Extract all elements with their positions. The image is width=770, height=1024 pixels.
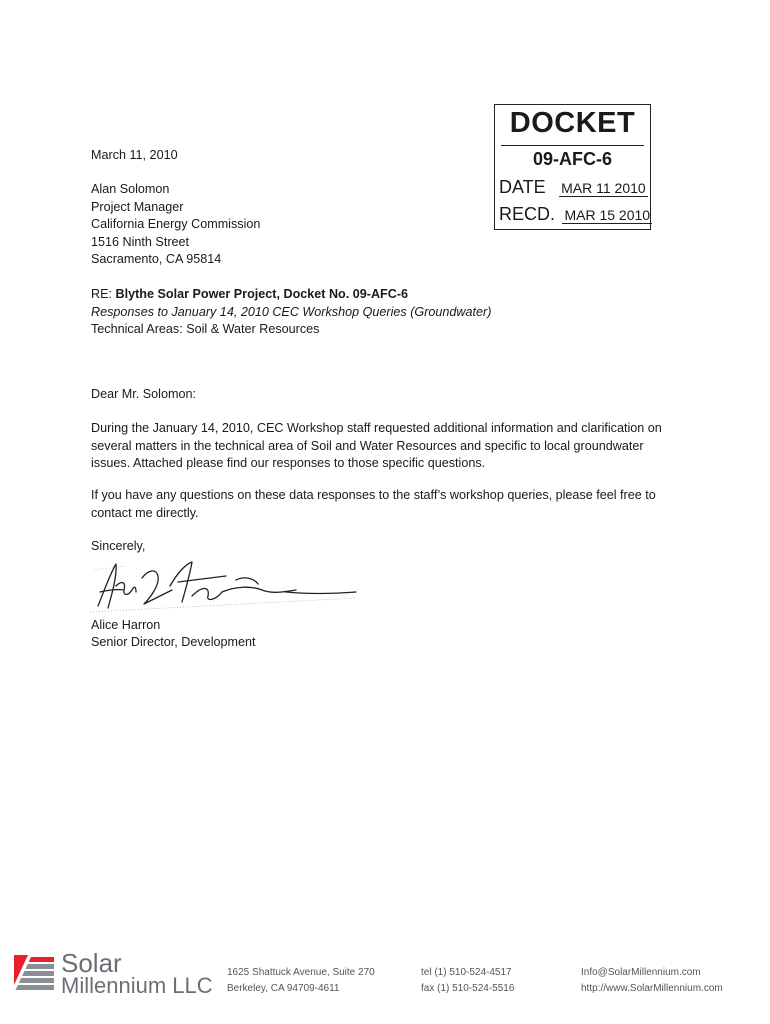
recipient-block — [91, 181, 260, 269]
stamp-recd-row — [499, 204, 651, 225]
stamp-date-row — [499, 177, 648, 198]
re-line-responses: Responses to January 14, 2010 CEC Workshop Queries (Groundwater) — [91, 304, 492, 319]
recipient-line: 1516 Ninth Street — [91, 234, 190, 249]
footer-address — [227, 965, 375, 997]
signer-name: Alice Harron — [91, 618, 161, 632]
stamp-date-label: DATE — [499, 177, 546, 197]
re-line — [91, 286, 491, 304]
tel-number: tel (1) 510-524-4517 — [421, 967, 512, 978]
letter-date: March 11, 2010 — [91, 148, 178, 162]
footer-contact — [581, 965, 723, 997]
stamp-divider — [501, 145, 644, 146]
stamp-recd-label: RECD. — [499, 204, 556, 224]
logo-text-millennium: Millennium LLC — [61, 973, 213, 998]
recipient-line: Sacramento, CA 95814 — [91, 252, 222, 266]
footer-phone — [421, 965, 514, 997]
email-link[interactable]: Info@SolarMillennium.com — [581, 967, 701, 978]
stamp-date-value: MAR 11 2010 — [561, 180, 646, 196]
salutation: Dear Mr. Solomon: — [91, 387, 196, 401]
recipient-line: Alan Solomon — [91, 182, 170, 196]
closing: Sincerely, — [91, 539, 146, 553]
fax-number: fax (1) 510-524-5516 — [421, 983, 515, 994]
paragraph-line: contact me directly. — [91, 505, 199, 520]
solar-millennium-logo-icon — [14, 955, 58, 995]
letterhead-footer — [0, 948, 770, 1010]
website-link[interactable]: http://www.SolarMillennium.com — [581, 983, 723, 994]
paragraph-line: During the January 14, 2010, CEC Workshop staff requested additional information and clarification on — [91, 421, 662, 435]
re-line-technical-areas: Technical Areas: Soil & Water Resources — [91, 322, 320, 336]
paragraph-line: several matters in the technical area of Soil and Water Resources and specific to local groundwater — [91, 438, 644, 453]
re-block — [91, 286, 491, 339]
re-subject: Blythe Solar Power Project, Docket No. 09-AFC-6 — [115, 287, 409, 301]
paragraph-1 — [91, 420, 662, 473]
stamp-recd-value: MAR 15 2010 — [564, 207, 651, 223]
paragraph-line: If you have any questions on these data responses to the staff’s workshop queries, please feel free to — [91, 488, 656, 502]
paragraph-line: issues. Attached please find our responses to those specific questions. — [91, 456, 486, 470]
signature-image — [86, 556, 366, 616]
recipient-line: California Energy Commission — [91, 217, 261, 231]
address-line-2: Berkeley, CA 94709-4611 — [227, 983, 340, 994]
address-line-1: 1625 Shattuck Avenue, Suite 270 — [227, 967, 375, 978]
paragraph-2 — [91, 487, 656, 522]
stamp-title: DOCKET — [509, 107, 636, 139]
stamp-docket-number: 09-AFC-6 — [532, 149, 612, 169]
docket-stamp — [494, 104, 651, 230]
signer-title: Senior Director, Development — [91, 635, 256, 649]
logo-text-solar: Solar — [61, 948, 122, 978]
re-prefix: RE: — [91, 287, 116, 301]
recipient-line: Project Manager — [91, 199, 184, 214]
